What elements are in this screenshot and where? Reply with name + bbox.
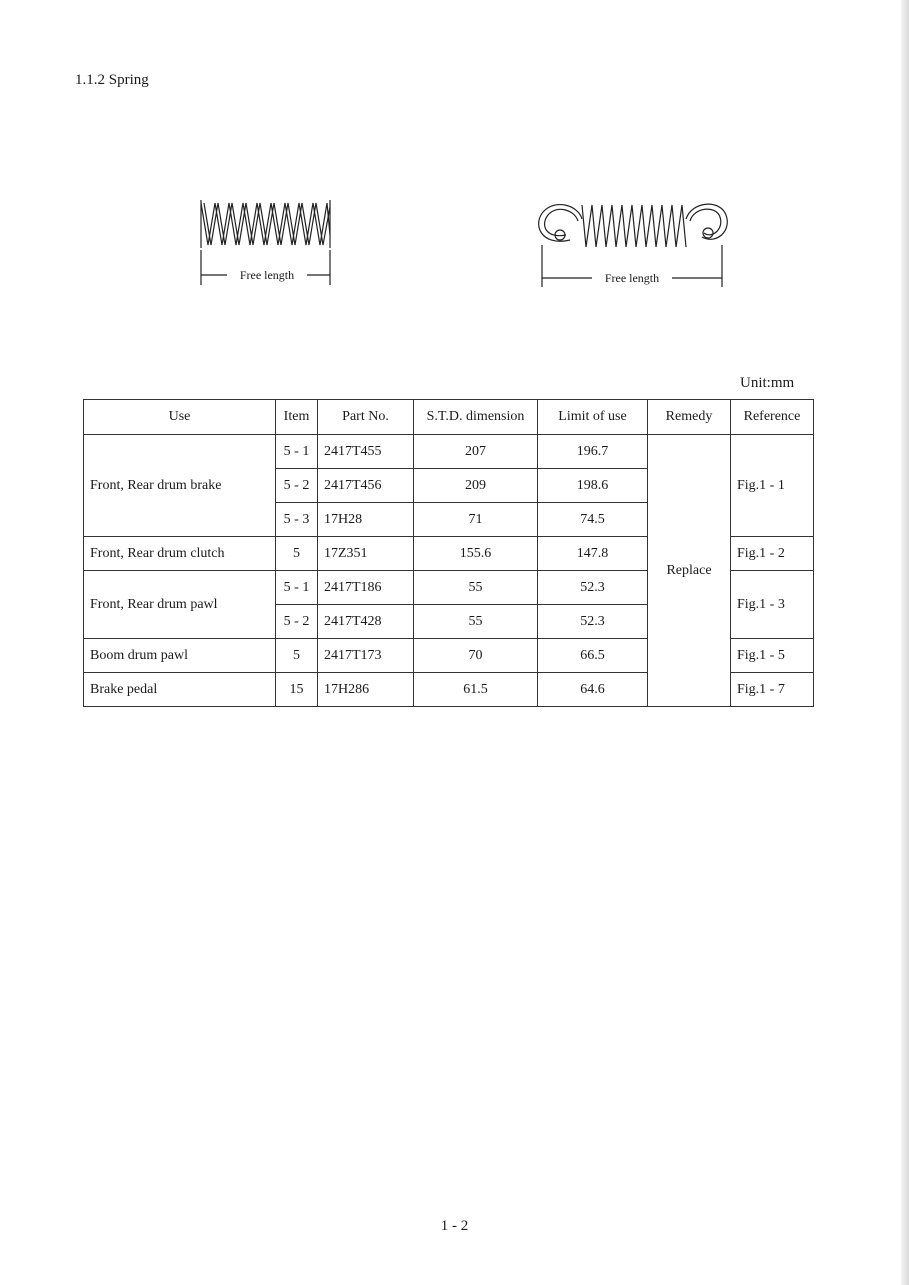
part-no-cell: 2417T173 <box>318 639 414 673</box>
table-row <box>84 435 814 469</box>
tension-spring-figure <box>530 195 735 290</box>
header-limit-of-use: Limit of use <box>538 400 648 435</box>
part-no-cell: 2417T186 <box>318 571 414 605</box>
page-edge-shadow <box>901 0 909 1285</box>
part-no-cell: 17Z351 <box>318 537 414 571</box>
header-use: Use <box>84 400 276 435</box>
reference-cell: Fig.1 - 2 <box>731 537 814 571</box>
use-cell: Front, Rear drum clutch <box>84 537 276 571</box>
limit-cell: 64.6 <box>538 673 648 707</box>
limit-cell: 52.3 <box>538 571 648 605</box>
page-number: 1 - 2 <box>440 1218 469 1234</box>
reference-cell: Fig.1 - 3 <box>731 571 814 639</box>
std-cell: 55 <box>414 571 538 605</box>
item-cell: 5 - 1 <box>276 435 318 469</box>
section-title: 1.1.2 Spring <box>75 72 149 88</box>
part-no-cell: 17H28 <box>318 503 414 537</box>
header-part-no: Part No. <box>318 400 414 435</box>
item-cell: 5 - 3 <box>276 503 318 537</box>
item-cell: 5 - 2 <box>276 469 318 503</box>
reference-cell: Fig.1 - 5 <box>731 639 814 673</box>
limit-cell: 52.3 <box>538 605 648 639</box>
spring-spec-table <box>83 399 814 707</box>
header-reference: Reference <box>731 400 814 435</box>
unit-label: Unit:mm <box>740 375 795 391</box>
part-no-cell: 2417T455 <box>318 435 414 469</box>
item-cell: 5 - 2 <box>276 605 318 639</box>
free-length-label: Free length <box>239 268 295 282</box>
std-cell: 70 <box>414 639 538 673</box>
compression-spring-figure <box>195 195 340 290</box>
part-no-cell: 2417T428 <box>318 605 414 639</box>
std-cell: 209 <box>414 469 538 503</box>
part-no-cell: 2417T456 <box>318 469 414 503</box>
header-item: Item <box>276 400 318 435</box>
std-cell: 207 <box>414 435 538 469</box>
item-cell: 5 <box>276 639 318 673</box>
std-cell: 55 <box>414 605 538 639</box>
part-no-cell: 17H286 <box>318 673 414 707</box>
header-remedy: Remedy <box>648 400 731 435</box>
limit-cell: 74.5 <box>538 503 648 537</box>
use-cell: Front, Rear drum brake <box>84 435 276 537</box>
item-cell: 5 - 1 <box>276 571 318 605</box>
use-cell: Front, Rear drum pawl <box>84 571 276 639</box>
reference-cell: Fig.1 - 7 <box>731 673 814 707</box>
reference-cell: Fig.1 - 1 <box>731 435 814 537</box>
use-cell: Brake pedal <box>84 673 276 707</box>
std-cell: 71 <box>414 503 538 537</box>
item-cell: 15 <box>276 673 318 707</box>
use-cell: Boom drum pawl <box>84 639 276 673</box>
std-cell: 61.5 <box>414 673 538 707</box>
header-std-dimension: S.T.D. dimension <box>414 400 538 435</box>
limit-cell: 66.5 <box>538 639 648 673</box>
limit-cell: 147.8 <box>538 537 648 571</box>
limit-cell: 196.7 <box>538 435 648 469</box>
remedy-cell: Replace <box>648 435 731 707</box>
table-header-row <box>84 400 814 435</box>
free-length-label: Free length <box>604 271 660 285</box>
limit-cell: 198.6 <box>538 469 648 503</box>
std-cell: 155.6 <box>414 537 538 571</box>
item-cell: 5 <box>276 537 318 571</box>
